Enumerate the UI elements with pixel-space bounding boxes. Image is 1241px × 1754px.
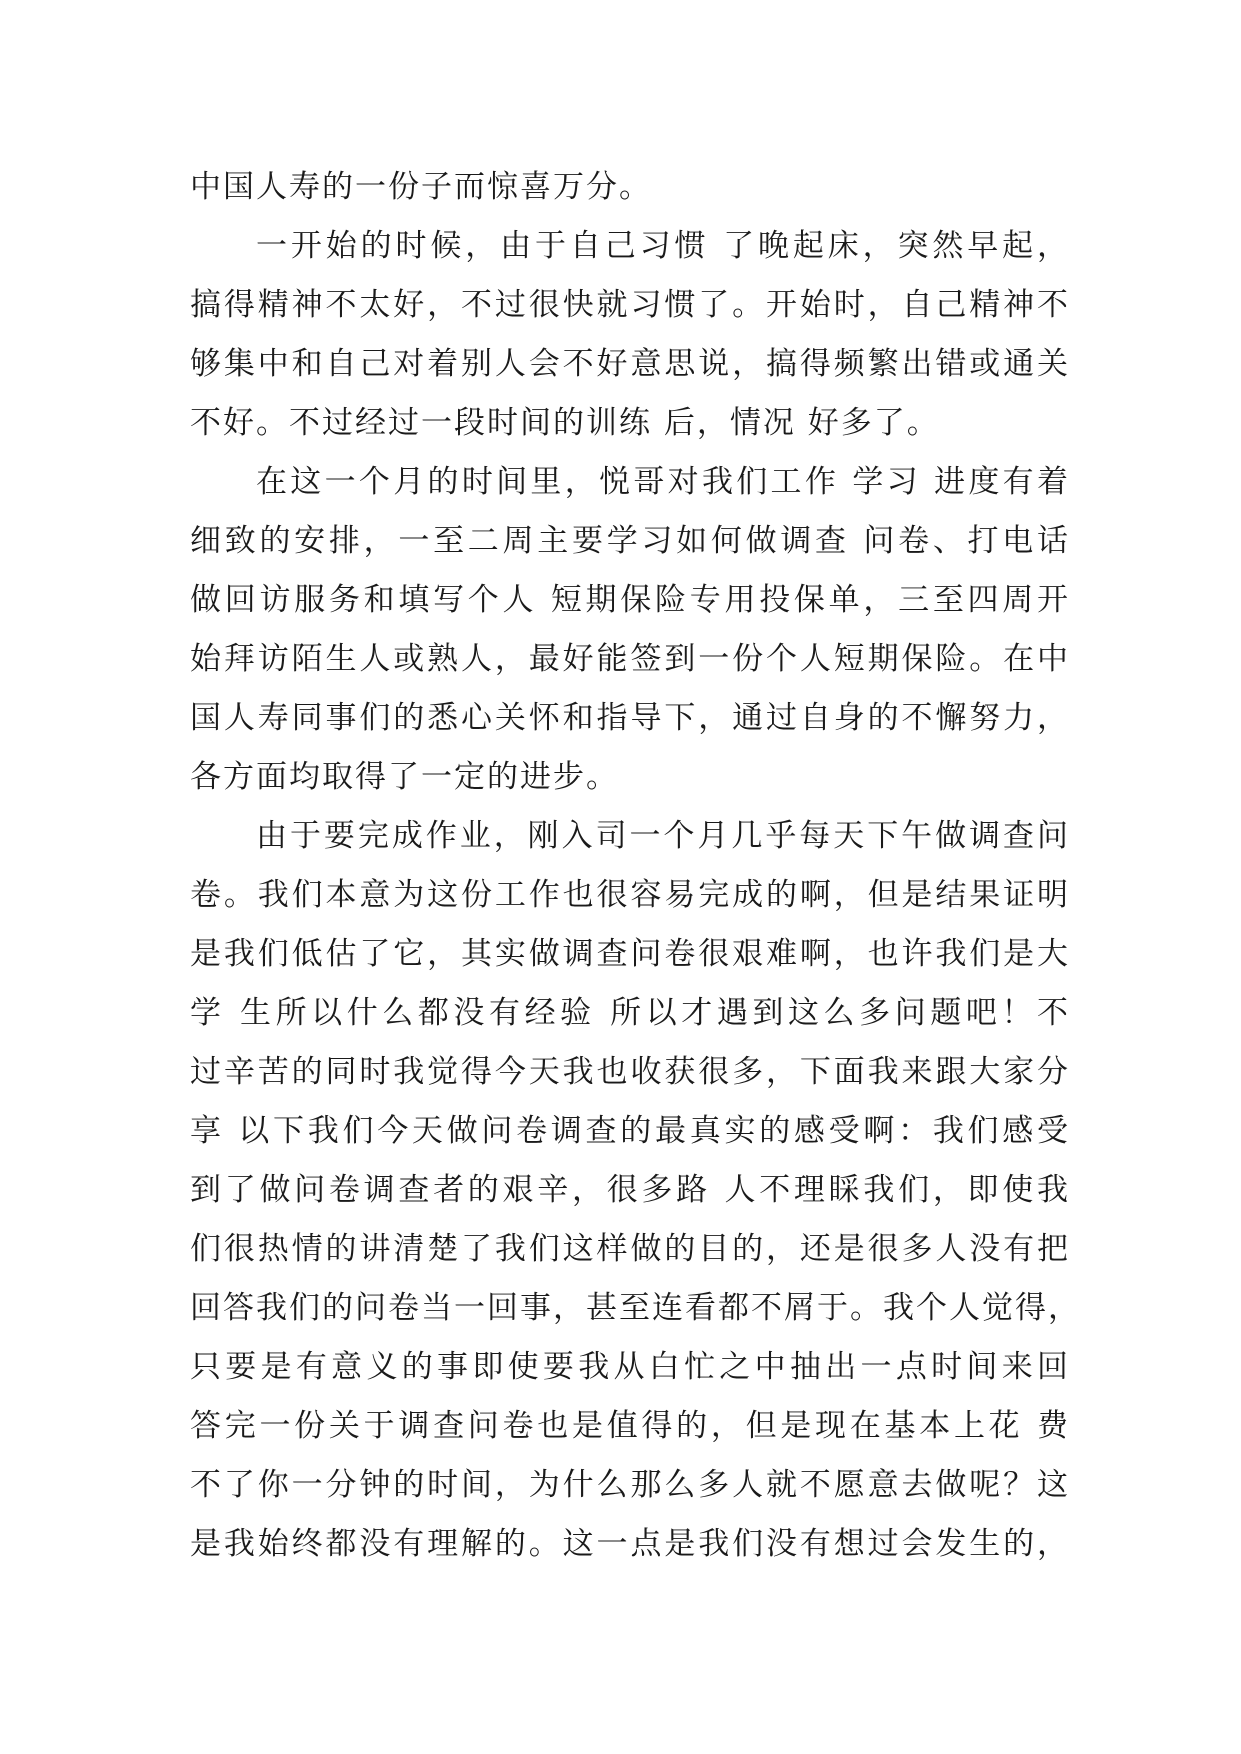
text-line: 国人寿同事们的悉心关怀和指导下，通过自身的不懈努力，	[190, 700, 1070, 736]
text-line: 只要是有意义的事即使要我从白忙之中抽出一点时间来回	[190, 1349, 1070, 1385]
text-line: 答完一份关于调查问卷也是值得的，但是现在基本上花 费	[190, 1408, 1070, 1444]
text-line: 做回访服务和填写个人 短期保险专用投保单，三至四周开	[190, 582, 1070, 618]
text-line: 是我始终都没有理解的。这一点是我们没有想过会发生的，	[190, 1526, 1070, 1562]
text-line: 学 生所以什么都没有经验 所以才遇到这么多问题吧！不	[190, 995, 1070, 1031]
text-line: 到了做问卷调查者的艰辛，很多路 人不理睬我们，即使我	[190, 1172, 1070, 1208]
text-line: 细致的安排，一至二周主要学习如何做调查 问卷、打电话	[190, 523, 1070, 559]
text-line: 搞得精神不太好，不过很快就习惯了。开始时，自己精神不	[190, 287, 1070, 323]
text-line: 不好。不过经过一段时间的训练 后，情况 好多了。	[190, 405, 940, 441]
text-line: 一开始的时候，由于自己习惯 了晚起床，突然早起，	[256, 228, 1070, 264]
text-line: 始拜访陌生人或熟人，最好能签到一份个人短期保险。在中	[190, 641, 1070, 677]
text-line: 由于要完成作业，刚入司一个月几乎每天下午做调查问	[256, 818, 1070, 854]
body-text	[190, 158, 1081, 1574]
text-line: 不了你一分钟的时间，为什么那么多人就不愿意去做呢？这	[190, 1467, 1070, 1503]
text-line: 们很热情的讲清楚了我们这样做的目的，还是很多人没有把	[190, 1231, 1070, 1267]
text-line: 在这一个月的时间里，悦哥对我们工作 学习 进度有着	[256, 464, 1070, 500]
text-line: 回答我们的问卷当一回事，甚至连看都不屑于。我个人觉得，	[190, 1290, 1081, 1326]
text-line: 是我们低估了它，其实做调查问卷很艰难啊，也许我们是大	[190, 936, 1070, 972]
text-line: 各方面均取得了一定的进步。	[190, 759, 619, 795]
text-line: 中国人寿的一份子而惊喜万分。	[190, 169, 652, 205]
text-line: 够集中和自己对着别人会不好意思说，搞得频繁出错或通关	[190, 346, 1070, 382]
text-line: 享 以下我们今天做问卷调查的最真实的感受啊：我们感受	[190, 1113, 1070, 1149]
text-line: 卷。我们本意为这份工作也很容易完成的啊，但是结果证明	[190, 877, 1070, 913]
text-line: 过辛苦的同时我觉得今天我也收获很多，下面我来跟大家分	[190, 1054, 1070, 1090]
